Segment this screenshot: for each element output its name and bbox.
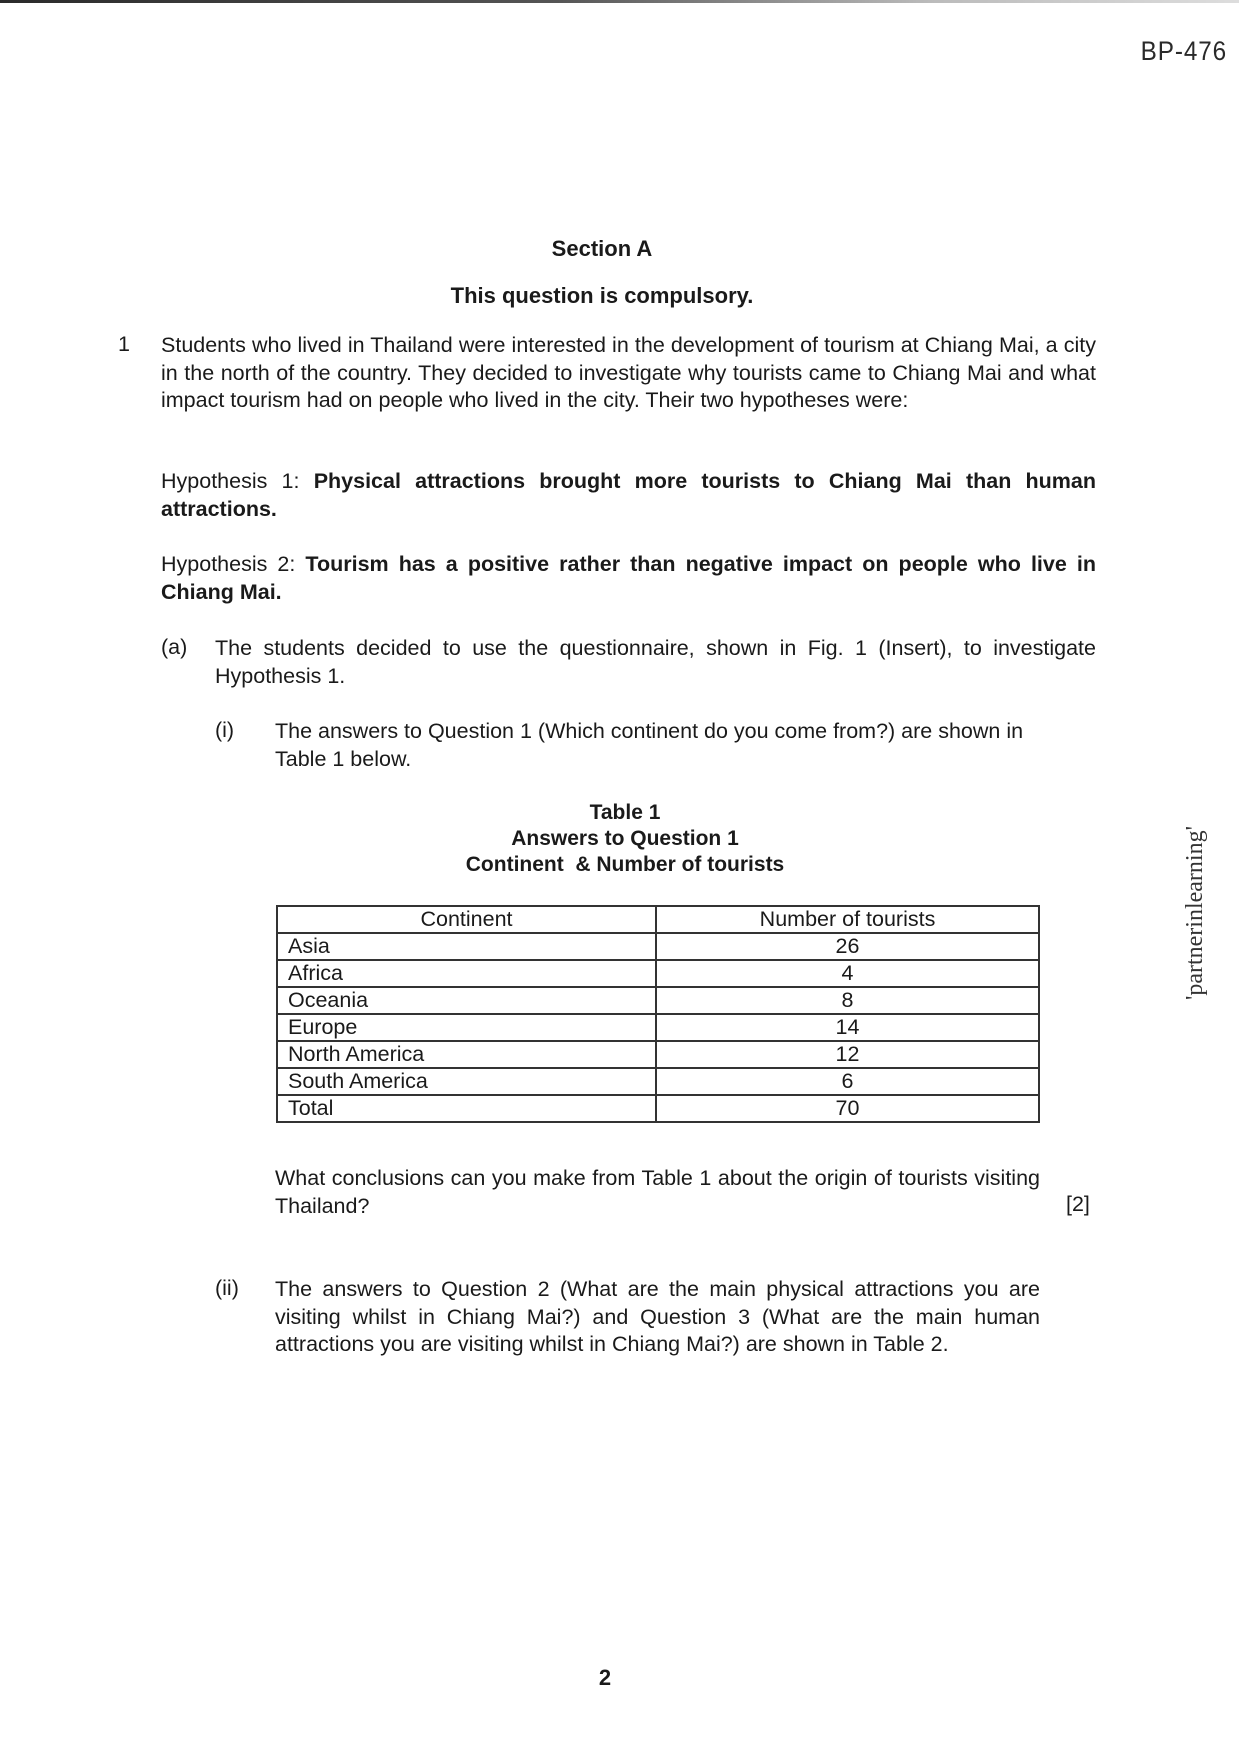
continent-cell: North America: [277, 1041, 656, 1068]
table-row: [277, 1041, 1039, 1068]
continent-cell: Africa: [277, 960, 656, 987]
hypothesis-1-text: Physical attractions brought more tourists to Chiang Mai than human attractions.: [161, 469, 1096, 521]
part-a-label: (a): [161, 635, 188, 659]
table-1-title: Table 1: [589, 801, 661, 824]
total-label-cell: Total: [277, 1095, 656, 1122]
watermark-text: 'partnerinlearning': [1182, 826, 1208, 1000]
table-row: [277, 933, 1039, 960]
table-1-description: Continent & Number of tourists: [465, 853, 785, 876]
hypothesis-1: [161, 468, 1096, 523]
header-number-of-tourists: Number of tourists: [656, 906, 1039, 933]
continent-cell: Europe: [277, 1014, 656, 1041]
count-cell: 6: [656, 1068, 1039, 1095]
hypothesis-1-label: Hypothesis 1:: [161, 469, 300, 493]
hypothesis-2: [161, 551, 1096, 606]
count-cell: 8: [656, 987, 1039, 1014]
table-header-row: [277, 906, 1039, 933]
sub-i-text: The answers to Question 1 (Which continent do you come from?) are shown in Table 1 below.: [275, 719, 1024, 771]
document-code: BP-476: [1140, 36, 1227, 66]
sub-i-question: What conclusions can you make from Table 1 about the origin of tourists visiting Thailand?: [275, 1166, 1040, 1218]
count-cell: 26: [656, 933, 1039, 960]
table-row: [277, 987, 1039, 1014]
continent-cell: Oceania: [277, 987, 656, 1014]
header-continent: Continent: [277, 906, 656, 933]
hypothesis-2-text: Tourism has a positive rather than negative impact on people who live in Chiang Mai.: [161, 552, 1096, 604]
table-1-subtitle: Answers to Question 1: [511, 827, 739, 850]
question-intro: Students who lived in Thailand were interested in the development of tourism at Chiang Mai, a city in the north of the country. They decided to investigate why tourists came to Chiang Mai and what impact tourism had on people who lived in the city. Their two hypotheses were:: [161, 333, 1096, 412]
continent-cell: South America: [277, 1068, 656, 1095]
hypothesis-2-label: Hypothesis 2:: [161, 552, 296, 576]
sub-ii-text: The answers to Question 2 (What are the main physical attractions you are visiting whilst in Chiang Mai?) and Question 3 (What are the main human attractions you are visiting whilst in Chiang Mai?) are shown in Table 2.: [275, 1277, 1040, 1356]
total-count-cell: 70: [656, 1095, 1039, 1122]
table-row: [277, 1068, 1039, 1095]
page-number: 2: [598, 1665, 612, 1690]
question-number: 1: [118, 332, 130, 356]
scan-top-edge: [0, 0, 1239, 3]
sub-ii-label: (ii): [215, 1276, 239, 1300]
count-cell: 4: [656, 960, 1039, 987]
continent-cell: Asia: [277, 933, 656, 960]
table-row: [277, 1014, 1039, 1041]
table-total-row: [277, 1095, 1039, 1122]
part-a-text: The students decided to use the questionnaire, shown in Fig. 1 (Insert), to investigate Hypothesis 1.: [215, 636, 1096, 688]
count-cell: 14: [656, 1014, 1039, 1041]
section-title: Section A: [551, 236, 653, 261]
table-1-caption: [0, 800, 1239, 878]
table-1: [276, 905, 1040, 1123]
sub-i-label: (i): [215, 718, 235, 742]
count-cell: 12: [656, 1041, 1039, 1068]
table-row: [277, 960, 1039, 987]
marks-allocation: [2]: [1066, 1192, 1090, 1216]
section-instruction: This question is compulsory.: [450, 283, 754, 308]
